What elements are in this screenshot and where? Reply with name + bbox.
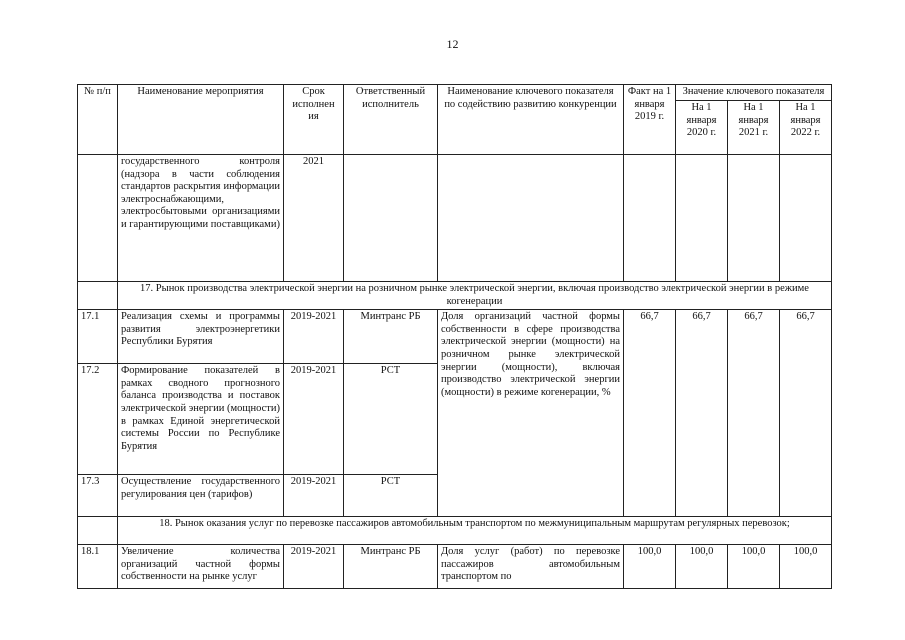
section-title: 18. Рынок оказания услуг по перевозке пассажиров автомобильным транспортом по межмуниципальным маршрутам регулярных перевозок; xyxy=(118,517,832,545)
header-2022: На 1 января 2022 г. xyxy=(780,101,832,155)
row-number: 17.3 xyxy=(78,475,118,517)
header-term: Срок исполнен ия xyxy=(284,85,344,155)
header-responsible: Ответственный исполнитель xyxy=(344,85,438,155)
measure-responsible: РСТ xyxy=(344,475,438,517)
row-number: 17.1 xyxy=(78,310,118,364)
value-2020: 66,7 xyxy=(676,310,728,517)
measure-name: Осуществление государственного регулирования цен (тарифов) xyxy=(118,475,284,517)
header-2021: На 1 января 2021 г. xyxy=(728,101,780,155)
measure-name: Увеличение количества организаций частной формы собственности на рынке услуг xyxy=(118,545,284,589)
value-2021: 100,0 xyxy=(728,545,780,589)
table-row xyxy=(78,310,832,364)
row-number: 17.2 xyxy=(78,364,118,475)
page-number: 12 xyxy=(446,37,459,51)
measure-term: 2019-2021 xyxy=(284,545,344,589)
table-row xyxy=(78,155,832,282)
measure-responsible: РСТ xyxy=(344,364,438,475)
value-2022: 66,7 xyxy=(780,310,832,517)
table-row xyxy=(78,545,832,589)
value-fact: 66,7 xyxy=(624,310,676,517)
value-fact: 100,0 xyxy=(624,545,676,589)
row-number: 18.1 xyxy=(78,545,118,589)
header-indicator: Наименование ключевого показателя по содействию развитию конкуренции xyxy=(438,85,624,155)
header-2020: На 1 января 2020 г. xyxy=(676,101,728,155)
value-2022: 100,0 xyxy=(780,545,832,589)
measure-name: Формирование показателей в рамках сводного прогнозного баланса производства и поставок электрической энергии (мощности) в рамках Единой энергетической системы России по Республике Бурятия xyxy=(118,364,284,475)
measure-responsible: Минтранс РБ xyxy=(344,310,438,364)
measure-term: 2019-2021 xyxy=(284,364,344,475)
measure-term: 2021 xyxy=(284,155,344,282)
value-2021: 66,7 xyxy=(728,310,780,517)
value-2020: 100,0 xyxy=(676,545,728,589)
measure-responsible: Минтранс РБ xyxy=(344,545,438,589)
measure-term: 2019-2021 xyxy=(284,310,344,364)
measures-table xyxy=(77,84,832,589)
measure-name: государственного контроля (надзора в части соблюдения стандартов раскрытия информации электроснабжающими, электросбытовыми организациями и гарантирующими поставщиками) xyxy=(118,155,284,282)
section-row xyxy=(78,517,832,545)
header-name: Наименование мероприятия xyxy=(118,85,284,155)
measure-name: Реализация схемы и программы развития электроэнергетики Республики Бурятия xyxy=(118,310,284,364)
section-row xyxy=(78,282,832,310)
measure-term: 2019-2021 xyxy=(284,475,344,517)
header-no: № п/п xyxy=(78,85,118,155)
header-fact: Факт на 1 января 2019 г. xyxy=(624,85,676,155)
indicator-name: Доля организаций частной формы собственности в сфере производства электрической энергии (мощности) на розничном рынке электрической энергии (мощности), включая производство электрической энергии (мощности) в режиме когенерации, % xyxy=(438,310,624,517)
header-value-group: Значение ключевого показателя xyxy=(676,85,832,101)
section-title: 17. Рынок производства электрической энергии на розничном рынке электрической энергии, включая производство электрической энергии в режиме когенерации xyxy=(118,282,832,310)
indicator-name: Доля услуг (работ) по перевозке пассажиров автомобильным транспортом по xyxy=(438,545,624,589)
